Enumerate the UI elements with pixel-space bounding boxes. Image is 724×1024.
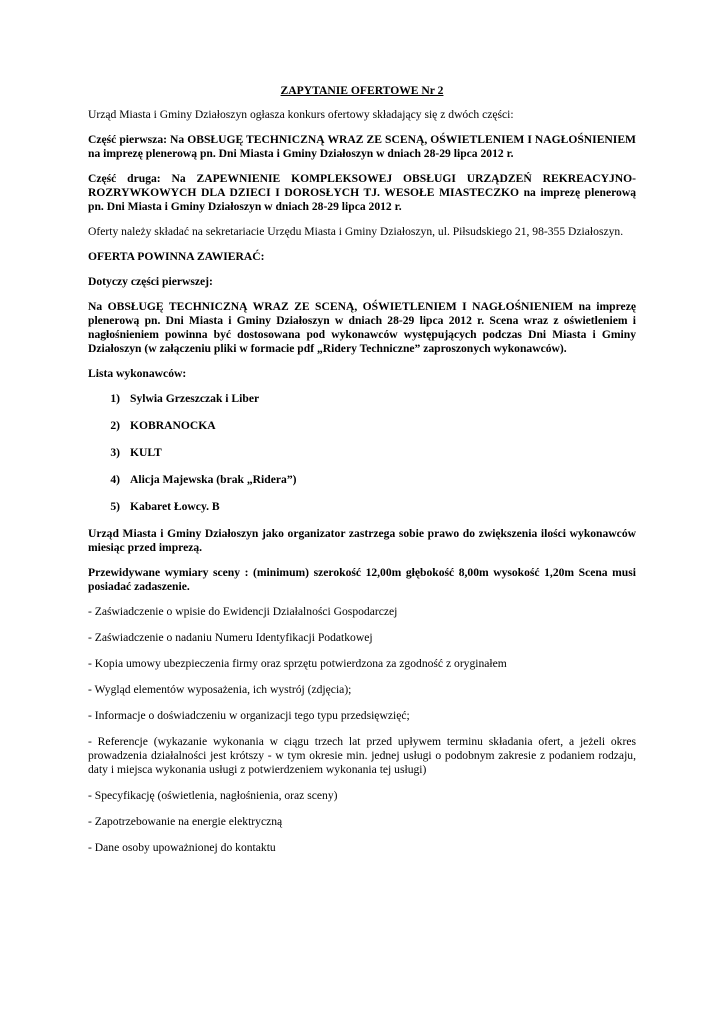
performer-name: Alicja Majewska (brak „Ridera”) — [130, 473, 297, 486]
reserve-paragraph: Urząd Miasta i Gminy Działoszyn jako organizator zastrzega sobie prawo do zwiększenia ilości wykonawców miesiąc przed imprezą. — [88, 527, 636, 554]
list-number: 3) — [110, 446, 120, 459]
part-one-paragraph: Część pierwsza: Na OBSŁUGĘ TECHNICZNĄ WRAZ ZE SCENĄ, OŚWIETLENIEM I NAGŁOŚNIENIEM na imprezę plenerową pn. Dni Miasta i Gminy Działoszyn w dniach 28-29 lipca 2012 r. — [88, 133, 636, 160]
list-item — [88, 473, 636, 487]
list-number: 5) — [110, 500, 120, 513]
performers-list — [88, 392, 636, 514]
part-two-paragraph: Część druga: Na ZAPEWNIENIE KOMPLEKSOWEJ OBSŁUGI URZĄDZEŃ REKREACYJNO-ROZRYWKOWYCH DLA DZIECI I DOROSŁYCH TJ. WESOŁE MIASTECZKO na imprezę plenerową pn. Dni Miasta i Gminy Działoszyn w dniach 28-29 lipca 2012 r. — [88, 172, 636, 213]
requirement-item: - Zaświadczenie o nadaniu Numeru Identyfikacji Podatkowej — [88, 631, 373, 644]
requirement-item: - Specyfikację (oświetlenia, nagłośnienia, oraz sceny) — [88, 789, 338, 802]
submission-paragraph: Oferty należy składać na sekretariacie Urzędu Miasta i Gminy Działoszyn, ul. Piłsudskiego 21, 98-355 Działoszyn. — [88, 225, 624, 238]
requirement-item: - Zapotrzebowanie na energie elektryczną — [88, 815, 283, 828]
intro-paragraph: Urząd Miasta i Gminy Działoszyn ogłasza konkurs ofertowy składający się z dwóch części: — [88, 108, 514, 121]
performer-name: KULT — [130, 446, 162, 459]
offer-heading: OFERTA POWINNA ZAWIERAĆ: — [88, 250, 265, 263]
list-number: 4) — [110, 473, 120, 486]
requirement-item: - Wygląd elementów wyposażenia, ich wystrój (zdjęcia); — [88, 683, 352, 696]
performer-name: KOBRANOCKA — [130, 419, 216, 432]
part-one-description: Na OBSŁUGĘ TECHNICZNĄ WRAZ ZE SCENĄ, OŚWIETLENIEM I NAGŁOŚNIENIEM na imprezę plenerową pn. Dni Miasta i Gminy Działoszyn w dniach 28-29 lipca 2012 r. Scena wraz z oświetleniem i nagłośnieniem powinna być dostosowana pod wykonawców występujących podczas Dni Miasta i Gminy Działoszyn (w załączeniu pliki w formacie pdf „Ridery Techniczne” zaproszonych wykonawców). — [88, 300, 636, 355]
requirement-item: - Kopia umowy ubezpieczenia firmy oraz sprzętu potwierdzona za zgodność z oryginałem — [88, 657, 507, 670]
document-title: ZAPYTANIE OFERTOWE Nr 2 — [280, 84, 444, 97]
document-body — [88, 84, 636, 867]
requirement-item: - Informacje o doświadczeniu w organizacji tego typu przedsięwzięć; — [88, 709, 410, 722]
requirement-item: - Zaświadczenie o wpisie do Ewidencji Działalności Gospodarczej — [88, 605, 398, 618]
list-number: 2) — [110, 419, 120, 432]
list-item — [88, 446, 636, 460]
performer-name: Sylwia Grzeszczak i Liber — [130, 392, 260, 405]
requirement-item: - Dane osoby upoważnionej do kontaktu — [88, 841, 276, 854]
list-item — [88, 500, 636, 514]
performers-heading: Lista wykonawców: — [88, 367, 187, 380]
stage-paragraph: Przewidywane wymiary sceny : (minimum) szerokość 12,00m głębokość 8,00m wysokość 1,20m Scena musi posiadać zadaszenie. — [88, 566, 636, 593]
list-item — [88, 392, 636, 406]
list-number: 1) — [110, 392, 120, 405]
performer-name: Kabaret Łowcy. B — [130, 500, 220, 513]
part-one-heading: Dotyczy części pierwszej: — [88, 275, 213, 288]
requirement-item: - Referencje (wykazanie wykonania w ciągu trzech lat przed upływem terminu składania ofert, a jeżeli okres prowadzenia działalności jest krótszy - w tym okresie min. jednej usługi o podobnym zakresie z podaniem rodzaju, daty i miejsca wykonania usługi z potwierdzeniem wykonania tej usługi) — [88, 735, 636, 776]
list-item — [88, 419, 636, 433]
